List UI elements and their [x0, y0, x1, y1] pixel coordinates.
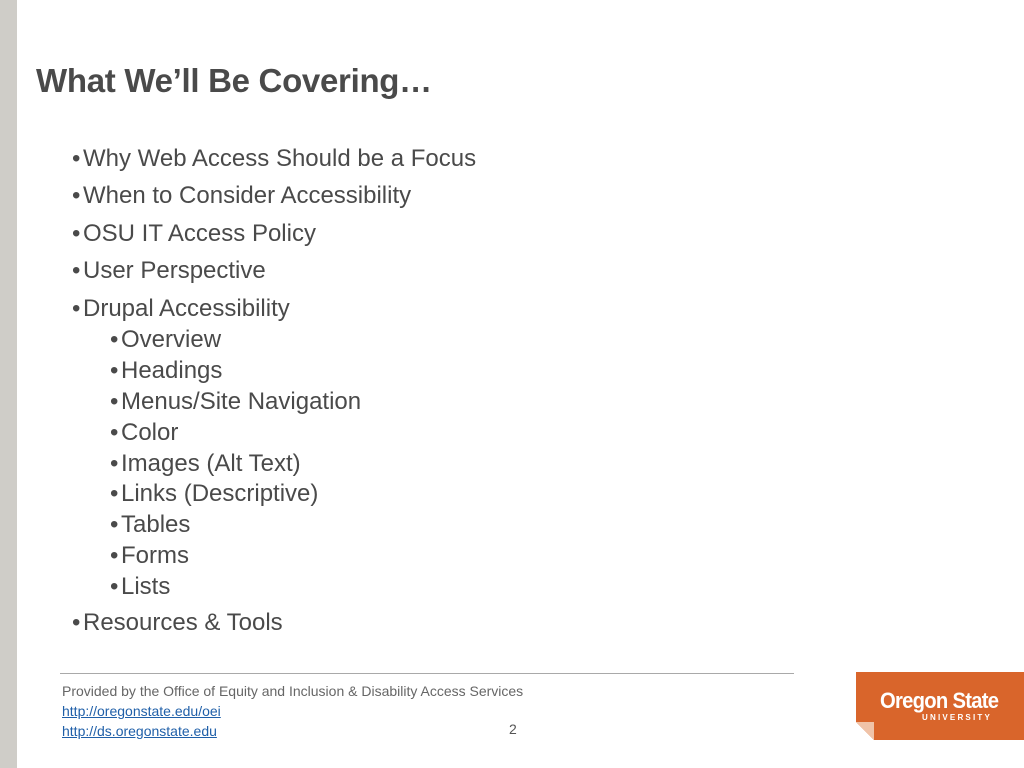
sub-bullet-item: • Lists	[110, 573, 171, 600]
bullet-item: • Resources & Tools	[72, 609, 283, 636]
sub-bullet-item: • Forms	[110, 542, 189, 569]
logo-fold-corner	[856, 722, 874, 740]
logo-subtitle: UNIVERSITY	[922, 713, 993, 722]
sub-bullet-item: • Images (Alt Text)	[110, 450, 301, 477]
sub-bullet-item: • Menus/Site Navigation	[110, 388, 362, 415]
left-accent-bar	[0, 0, 17, 768]
bullet-item: • OSU IT Access Policy	[72, 220, 316, 247]
footer	[62, 681, 523, 741]
logo-name: Oregon State	[880, 688, 999, 713]
footer-divider	[60, 673, 794, 674]
bullet-item: • Drupal Accessibility	[72, 295, 290, 322]
bullet-item: • User Perspective	[72, 257, 266, 284]
sub-bullet-item: • Color	[110, 419, 179, 446]
sub-bullet-item: • Links (Descriptive)	[110, 480, 319, 507]
sub-bullet-item: • Tables	[110, 511, 191, 538]
page-number: 2	[509, 721, 517, 737]
sub-bullet-item: • Overview	[110, 326, 222, 353]
sub-bullet-item: • Headings	[110, 357, 223, 384]
bullet-item: • Why Web Access Should be a Focus	[72, 145, 477, 172]
bullet-item: • When to Consider Accessibility	[72, 182, 412, 209]
slide-title: What We’ll Be Covering…	[36, 62, 432, 99]
ds-link[interactable]: http://ds.oregonstate.edu	[62, 723, 217, 739]
footer-provided-by: Provided by the Office of Equity and Inclusion & Disability Access Services	[62, 683, 524, 699]
oei-link[interactable]: http://oregonstate.edu/oei	[62, 703, 221, 719]
